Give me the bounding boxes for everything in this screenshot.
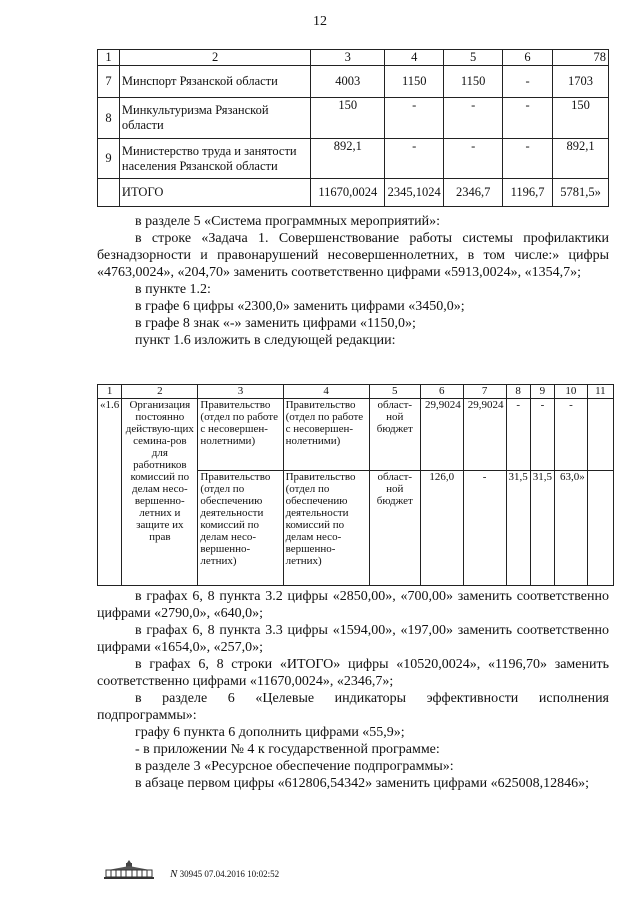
paragraph: графу 6 пункта 6 дополнить цифрами «55,9»; (135, 725, 405, 740)
header-cell: 5 (444, 50, 503, 66)
paragraph: в графах 6, 8 строки «ИТОГО» цифры «10520,0024», «1196,70» заменить соответственно цифрами «11670,0024», «2346,7»; (97, 657, 609, 689)
government-building-icon (100, 858, 158, 880)
cell (587, 471, 613, 586)
cell: 31,5 (530, 471, 554, 586)
row-number (98, 179, 120, 207)
paragraph-block-2 (97, 588, 609, 792)
row-number: 8 (98, 98, 120, 139)
header-cell: 9 (530, 385, 554, 399)
header-cell: 3 (198, 385, 283, 399)
cell: 892,1 (553, 139, 609, 179)
footer-mark: N (170, 868, 178, 880)
cell: 150 (311, 98, 385, 139)
header-cell: 4 (283, 385, 369, 399)
measure-table (97, 384, 614, 586)
row-name: Минспорт Рязанской области (119, 66, 310, 98)
cell: 2346,7 (444, 179, 503, 207)
cell: - (503, 66, 553, 98)
cell: 892,1 (311, 139, 385, 179)
header-cell: 1 (98, 50, 120, 66)
document-footer (170, 868, 279, 880)
table-header-row (98, 385, 614, 399)
row-number: 7 (98, 66, 120, 98)
cell: - (530, 399, 554, 471)
paragraph: в абзаце первом цифры «612806,54342» заменить цифрами «625008,12846»; (135, 776, 589, 791)
paragraph: в графах 6, 8 пункта 3.2 цифры «2850,00», «700,00» заменить соответственно цифрами «2790,0», «640,0»; (97, 589, 609, 621)
cell (587, 399, 613, 471)
cell: 63,0» (555, 471, 588, 586)
cell: Правительство (отдел по обеспечению деятельности комиссий по делам несо-вершенно-летних) (283, 471, 369, 586)
header-cell: 3 (311, 50, 385, 66)
cell: - (463, 471, 506, 586)
paragraph: в пункте 1.2: (135, 282, 211, 297)
cell: 2345,1024 (385, 179, 444, 207)
cell: 31,5 (506, 471, 530, 586)
cell: 150 (553, 98, 609, 139)
paragraph: в разделе 3 «Ресурсное обеспечение подпрограммы»: (135, 759, 454, 774)
row-name: Министерство труда и занятости населения Рязанской области (119, 139, 310, 179)
cell: 11670,0024 (311, 179, 385, 207)
paragraph-block-1 (97, 213, 609, 349)
page-number: 12 (313, 14, 327, 29)
cell: Правительство (отдел по обеспечению деятельности комиссий по делам несо-вершенно-летних) (198, 471, 283, 586)
cell: - (503, 139, 553, 179)
cell: - (444, 98, 503, 139)
cell: 29,9024 (463, 399, 506, 471)
cell: 4003 (311, 66, 385, 98)
header-cell: 11 (587, 385, 613, 399)
paragraph: в графе 6 цифры «2300,0» заменить цифрами «3450,0»; (135, 299, 465, 314)
table-row (98, 399, 614, 471)
cell: област-ной бюджет (369, 471, 420, 586)
header-cell: 78 (553, 50, 609, 66)
paragraph: в строке «Задача 1. Совершенствование работы системы профилактики безнадзорности и правонарушений несовершеннолетних, в том числе:» цифры «4763,0024», «204,70» заменить соответственно цифрами «5913,0024», «1354,7»; (97, 231, 609, 280)
item-number: «1.6 (98, 399, 122, 586)
header-cell: 6 (503, 50, 553, 66)
header-cell: 6 (420, 385, 463, 399)
header-cell: 10 (555, 385, 588, 399)
header-cell: 4 (385, 50, 444, 66)
cell: 1703 (553, 66, 609, 98)
cell: 1150 (444, 66, 503, 98)
cell: 1150 (385, 66, 444, 98)
table-row (98, 98, 609, 139)
item-name: Организация постоянно действую-щих семина-ров для работников комиссий по делам несо-вершенно-летних и защите их прав (122, 399, 198, 586)
paragraph: - в приложении № 4 к государственной программе: (135, 742, 440, 757)
total-label: ИТОГО (119, 179, 310, 207)
cell: - (506, 399, 530, 471)
funding-table (97, 49, 609, 207)
footer-id-timestamp: 30945 07.04.2016 10:02:52 (179, 869, 280, 879)
cell: област-ной бюджет (369, 399, 420, 471)
cell: 126,0 (420, 471, 463, 586)
cell: - (385, 139, 444, 179)
table-header-row (98, 50, 609, 66)
paragraph: пункт 1.6 изложить в следующей редакции: (135, 333, 396, 348)
header-cell: 7 (463, 385, 506, 399)
cell: - (555, 399, 588, 471)
paragraph: в графе 8 знак «-» заменить цифрами «1150,0»; (135, 316, 416, 331)
paragraph: в разделе 5 «Система программных мероприятий»: (135, 214, 441, 229)
cell: 1196,7 (503, 179, 553, 207)
header-cell: 1 (98, 385, 122, 399)
table-row (98, 139, 609, 179)
cell: 29,9024 (420, 399, 463, 471)
total-row (98, 179, 609, 207)
paragraph: в графах 6, 8 пункта 3.3 цифры «1594,00», «197,00» заменить соответственно цифрами «1654,0», «257,0»; (97, 623, 609, 655)
header-cell: 8 (506, 385, 530, 399)
table-row (98, 66, 609, 98)
cell: - (503, 98, 553, 139)
paragraph: в разделе 6 «Целевые индикаторы эффективности исполнения подпрограммы»: (97, 691, 609, 723)
row-name: Минкультуризма Рязанской области (119, 98, 310, 139)
cell: - (385, 98, 444, 139)
header-cell: 5 (369, 385, 420, 399)
cell: Правительство (отдел по работе с несовершен-нолетними) (198, 399, 283, 471)
row-number: 9 (98, 139, 120, 179)
cell: - (444, 139, 503, 179)
cell: 5781,5» (553, 179, 609, 207)
header-cell: 2 (119, 50, 310, 66)
cell: Правительство (отдел по работе с несовершен-нолетними) (283, 399, 369, 471)
header-cell: 2 (122, 385, 198, 399)
